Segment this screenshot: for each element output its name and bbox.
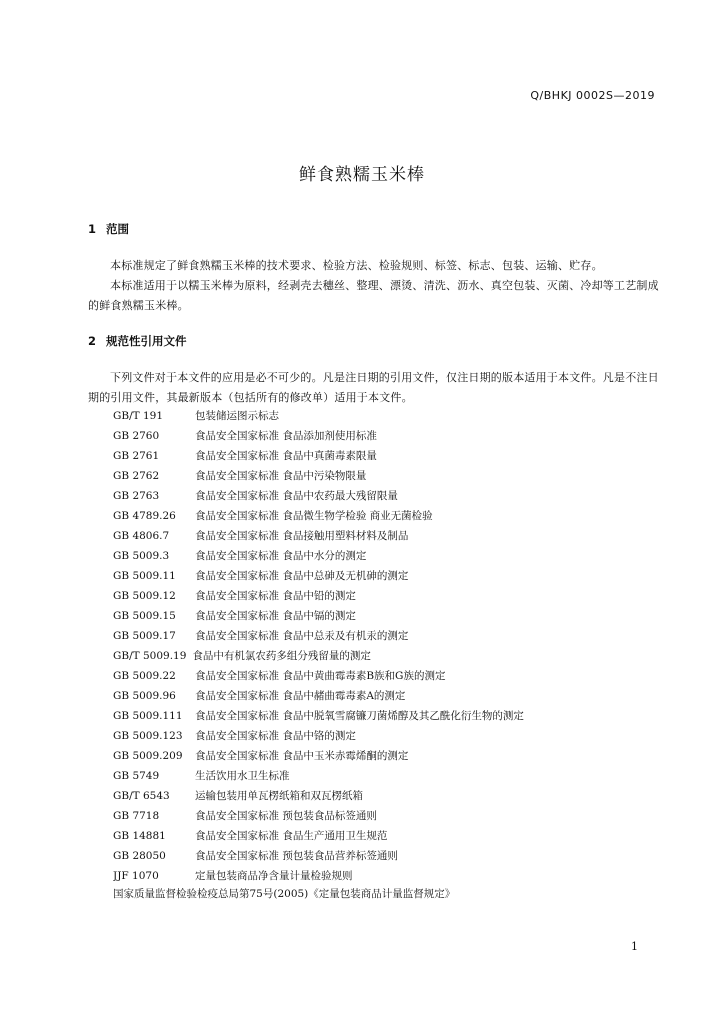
reference-title: 食品安全国家标准 食品中真菌毒素限量 [195, 450, 377, 462]
reference-title: 食品安全国家标准 食品中铬的测定 [195, 730, 356, 742]
reference-code: GB 5009.111 [113, 710, 183, 722]
reference-item [113, 786, 673, 806]
reference-code: GB 2761 [113, 450, 160, 462]
reference-item [113, 746, 673, 766]
reference-code: GB 2763 [113, 490, 160, 502]
section-1-paragraph-2: 本标准适用于以糯玉米棒为原料，经剥壳去穗丝、整理、漂烫、清洗、沥水、真空包装、灭菌、冷却等工艺制成的鲜食熟糯玉米棒。 [88, 279, 659, 312]
reference-item [113, 866, 673, 886]
page-number: 1 [631, 940, 638, 953]
reference-item [113, 826, 673, 846]
reference-item [113, 466, 673, 486]
reference-item [113, 506, 673, 526]
reference-title: 食品中有机氯农药多组分残留量的测定 [192, 650, 371, 662]
document-code: Q/BHKJ 0002S—2019 [530, 89, 655, 102]
reference-title: 食品安全国家标准 食品中玉米赤霉烯酮的测定 [195, 750, 409, 762]
reference-code: JJF 1070 [113, 870, 159, 882]
reference-title: 食品安全国家标准 食品中赭曲霉毒素A的测定 [195, 690, 406, 702]
reference-title: 定量包装商品净含量计量检验规则 [195, 870, 353, 882]
reference-code: GB 5009.17 [113, 630, 176, 642]
section-1-heading [88, 221, 129, 237]
reference-item [113, 546, 673, 566]
reference-title: 食品安全国家标准 食品中总汞及有机汞的测定 [195, 630, 409, 642]
reference-title: 食品安全国家标准 食品中总砷及无机砷的测定 [195, 570, 409, 582]
reference-code: GB/T 191 [113, 410, 164, 422]
reference-code: GB 2762 [113, 470, 160, 482]
reference-code: GB/T 6543 [113, 790, 170, 802]
reference-title: 包装储运图示标志 [195, 410, 279, 422]
section-1-title: 范围 [106, 222, 129, 236]
reference-title: 食品安全国家标准 食品中水分的测定 [195, 550, 367, 562]
section-2-number: 2 [88, 334, 97, 348]
reference-item [113, 446, 673, 466]
reference-code: GB 4806.7 [113, 530, 170, 542]
reference-list [113, 406, 673, 886]
reference-item [113, 806, 673, 826]
reference-title: 食品安全国家标准 食品中镉的测定 [195, 610, 356, 622]
section-1-number: 1 [88, 222, 97, 236]
document-title: 鲜食熟糯玉米棒 [299, 165, 425, 185]
reference-item [113, 686, 673, 706]
reference-title: 食品安全国家标准 食品中黄曲霉毒素B族和G族的测定 [195, 670, 446, 682]
reference-code: GB 14881 [113, 830, 166, 842]
reference-code: GB 4789.26 [113, 510, 176, 522]
reference-code: GB/T 5009.19 [113, 650, 187, 662]
reference-item [113, 626, 673, 646]
reference-code: GB 5009.15 [113, 610, 176, 622]
reference-title: 食品安全国家标准 食品中农药最大残留限量 [195, 490, 398, 502]
reference-code: GB 2760 [113, 430, 160, 442]
reference-title: 食品安全国家标准 食品接触用塑料材料及制品 [195, 530, 409, 542]
reference-title: 食品安全国家标准 食品添加剂使用标准 [195, 430, 377, 442]
reference-code: GB 5749 [113, 770, 160, 782]
section-2-intro: 下列文件对于本文件的应用是必不可少的。凡是注日期的引用文件，仅注日期的版本适用于本文件。凡是不注日期的引用文件，其最新版本（包括所有的修改单）适用于本文件。 [88, 371, 659, 404]
section-2-title: 规范性引用文件 [106, 334, 187, 348]
reference-title: 运输包装用单瓦楞纸箱和双瓦楞纸箱 [195, 790, 363, 802]
reference-code: GB 28050 [113, 850, 166, 862]
reference-item [113, 586, 673, 606]
reference-title: 食品安全国家标准 食品微生物学检验 商业无菌检验 [195, 510, 433, 522]
reference-title: 食品安全国家标准 预包装食品营养标签通则 [195, 850, 398, 862]
reference-item [113, 646, 673, 666]
section-2-heading [88, 333, 187, 349]
reference-code: GB 5009.12 [113, 590, 176, 602]
reference-code: GB 5009.96 [113, 690, 176, 702]
reference-item [113, 846, 673, 866]
reference-code: GB 5009.22 [113, 670, 176, 682]
reference-title: 食品安全国家标准 食品中脱氧雪腐镰刀菌烯醇及其乙酰化衍生物的测定 [195, 710, 524, 722]
reference-code: GB 5009.3 [113, 550, 170, 562]
reference-title: 食品安全国家标准 食品中铅的测定 [195, 590, 356, 602]
reference-title: 食品安全国家标准 预包装食品标签通则 [195, 810, 377, 822]
reference-title: 食品安全国家标准 食品生产通用卫生规范 [195, 830, 388, 842]
reference-item [113, 706, 673, 726]
reference-code: GB 5009.123 [113, 730, 183, 742]
reference-title: 生活饮用水卫生标准 [195, 770, 290, 782]
reference-title: 食品安全国家标准 食品中污染物限量 [195, 470, 367, 482]
section-1-paragraph-1: 本标准规定了鲜食熟糯玉米棒的技术要求、检验方法、检验规则、标签、标志、包装、运输、贮存。 [110, 259, 603, 272]
reference-code: GB 5009.11 [113, 570, 176, 582]
reference-item [113, 406, 673, 426]
reference-item [113, 486, 673, 506]
reference-extra: 国家质量监督检验检疫总局第75号(2005)《定量包装商品计量监督规定》 [113, 888, 456, 900]
reference-item [113, 666, 673, 686]
reference-code: GB 5009.209 [113, 750, 183, 762]
reference-item [113, 426, 673, 446]
reference-item [113, 766, 673, 786]
reference-item [113, 566, 673, 586]
reference-item [113, 726, 673, 746]
reference-item [113, 606, 673, 626]
reference-item [113, 526, 673, 546]
reference-code: GB 7718 [113, 810, 160, 822]
